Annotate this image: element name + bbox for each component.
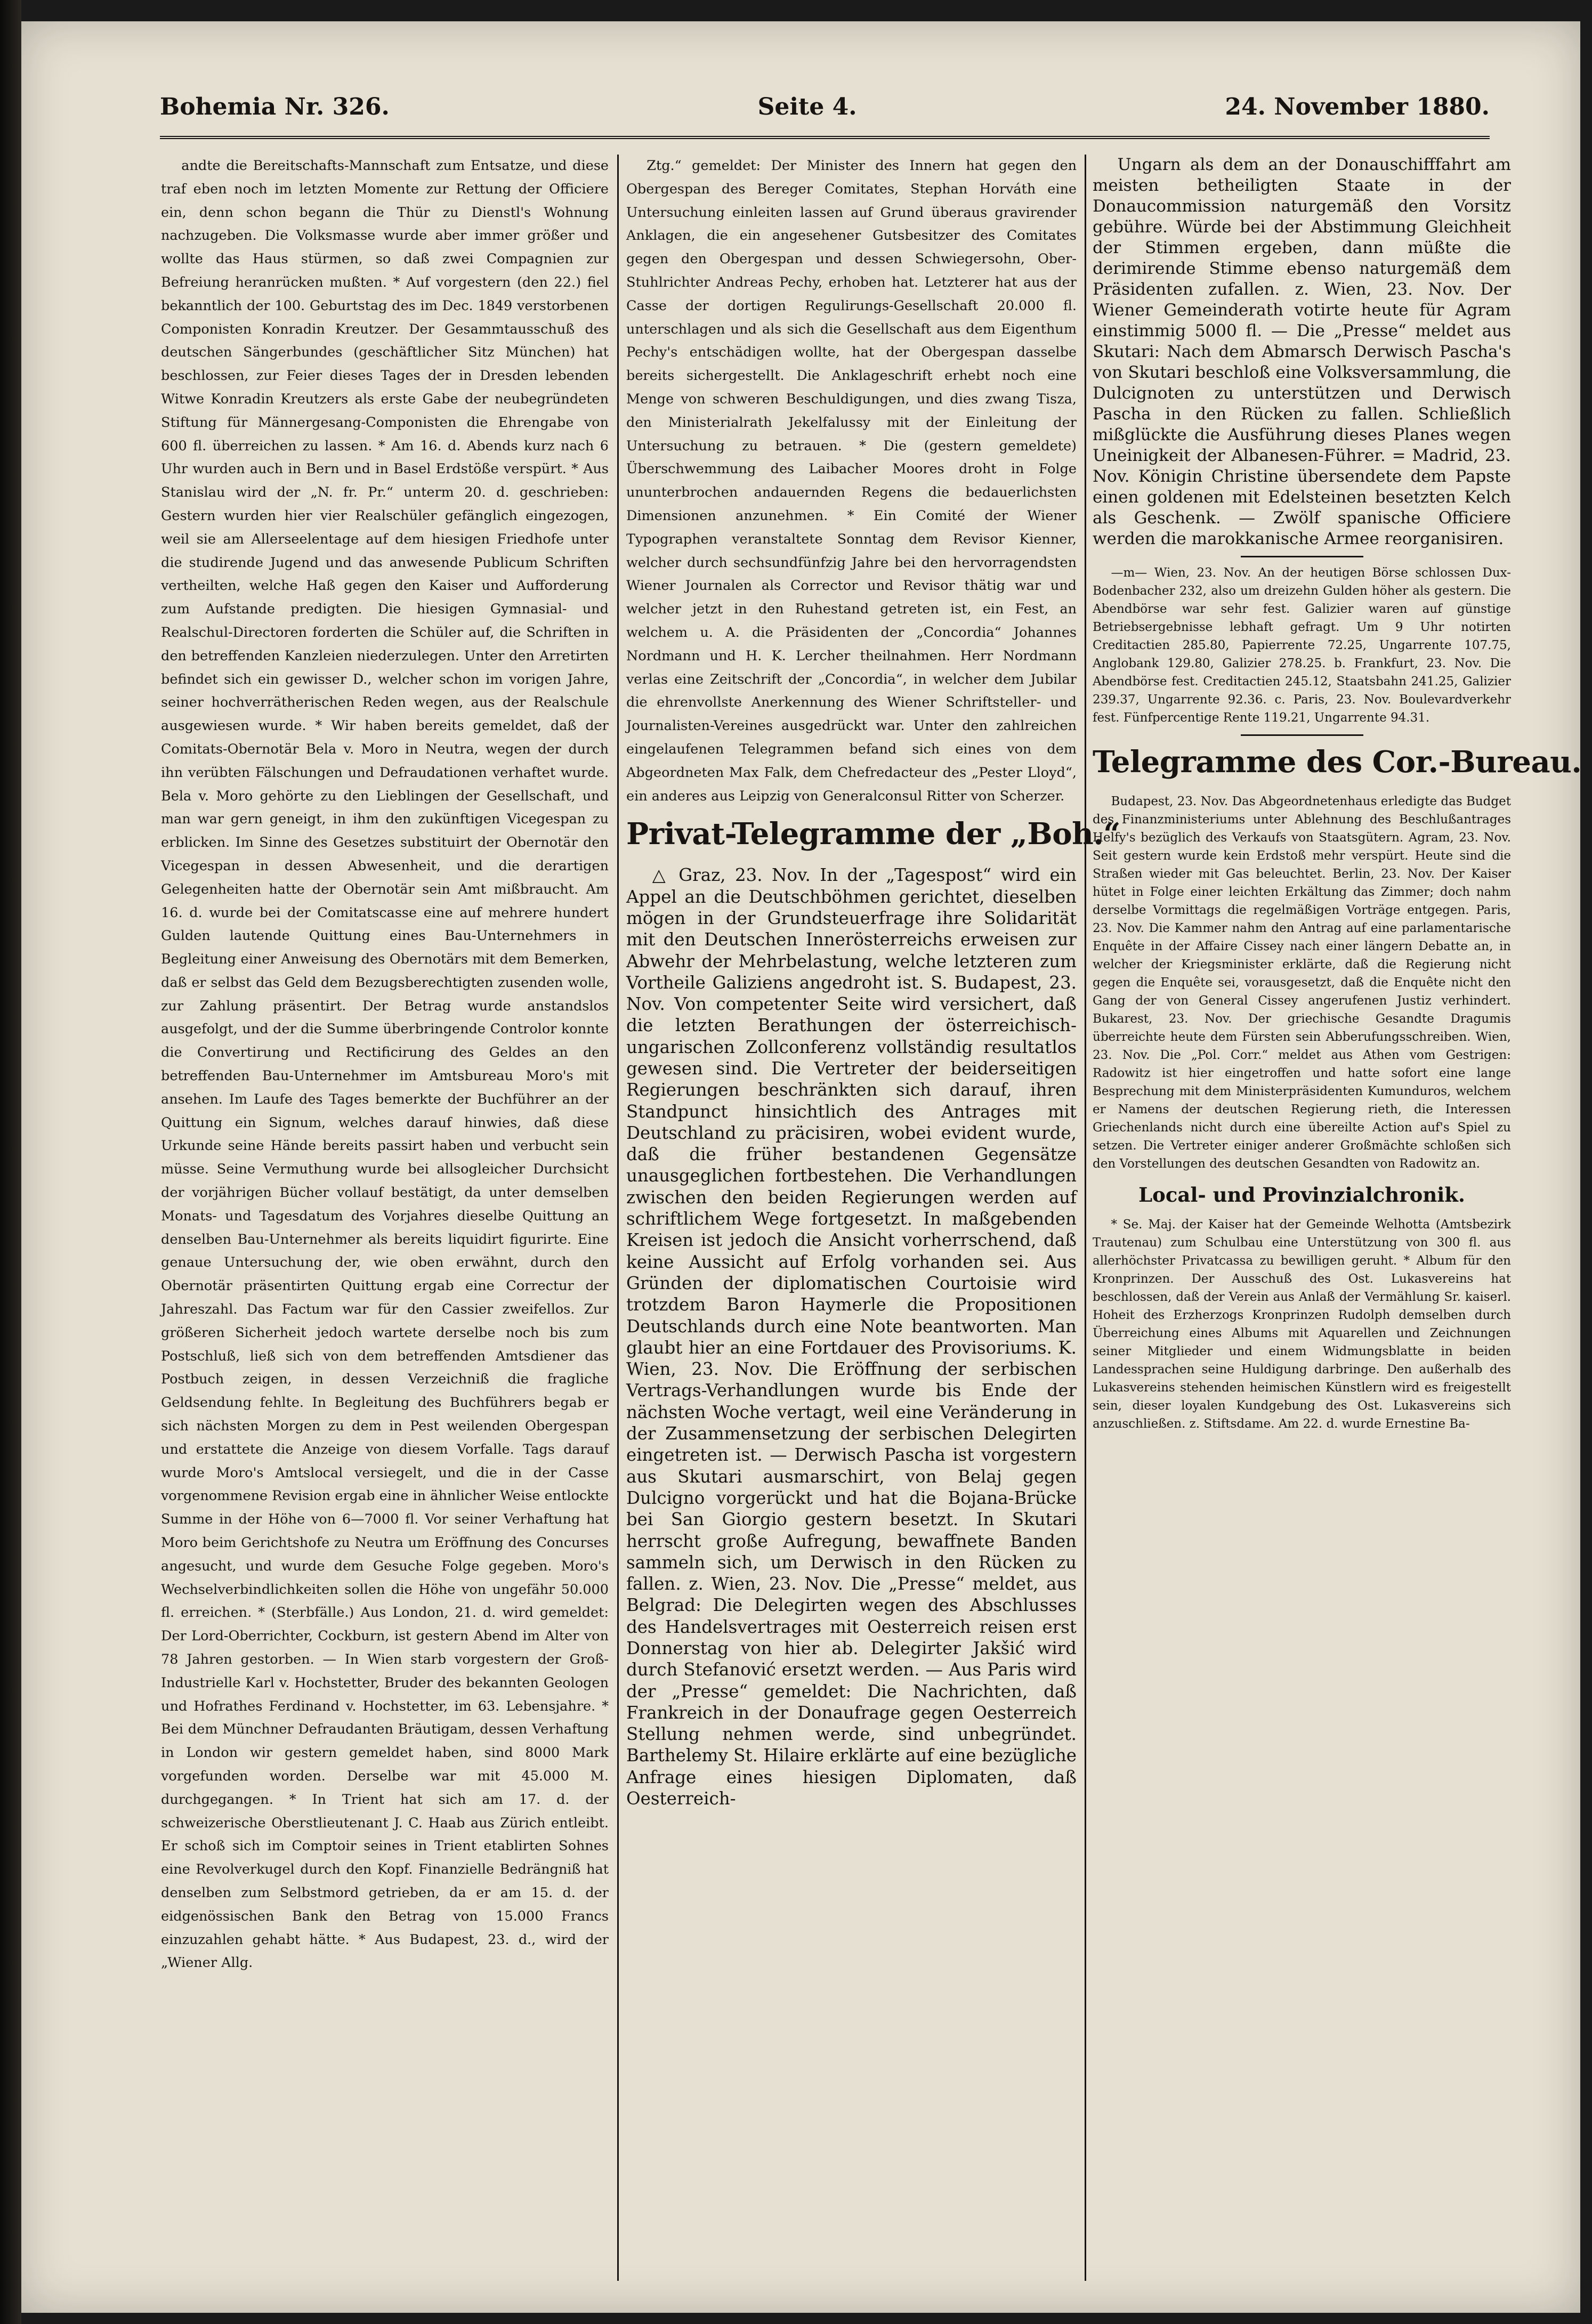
column-separator [1085,155,1086,2281]
column-2-intro: Ztg.“ gemeldet: Der Minister des Innern hat gegen den Obergespan des Bereger Comitates, Stephan Horváth eine Untersuchung einleiten lassen auf Grund überaus gravirender Anklagen, die ein angesehener Gutsbesitzer des Comitates gegen den Obergespan und dessen Schwiegersohn, Ober-Stuhlrichter Andreas Pechy, erhoben hat. Letzterer hat aus der Casse der dortigen Regulirungs-Gesellschaft 20.000 fl. unterschlagen und als sich die Gesellschaft aus dem Eigenthum Pechy's entschädigen wollte, hat der Obergespan dasselbe bereits sichergestellt. Die Anklageschrift erhebt noch eine Menge von schweren Beschuldigungen, und dies zwang Tisza, den Ministerialrath Jekelfalussy mit der Einleitung der Untersuchung zu betrauen. * Die (gestern gemeldete) Überschwemmung des Laibacher Moores droht in Folge ununterbrochen andauernden Regens die bedauerlichsten Dimensionen anzunehmen. * Ein Comité der Wiener Typographen veranstaltete Sonntag dem Revisor Kienner, welcher durch sechsundfünfzig Jahre bei den hervorragendsten Wiener Journalen als Corrector und Revisor thätig war und welcher jetzt in den Ruhestand getreten ist, ein Fest, an welchem u. A. die Präsidenten der „Concordia“ Johannes Nordmann und H. K. Lercher theilnahmen. Herr Nordmann verlas eine Zeitschrift der „Concordia“, in welcher dem Jubilar die ehrenvollste Anerkennung des Wiener Schriftsteller- und Journalisten-Vereines ausgedrückt war. Unter den zahlreichen eingelaufenen Telegrammen befand sich eines von dem Abgeordneten Max Falk, dem Chefredacteur des „Pester Lloyd“, ein anderes aus Leipzig von Generalconsul Ritter von Scherzer. [626,158,1077,804]
header-date: 24. November 1880. [1225,93,1490,120]
column-separator [617,155,619,2281]
column-1 [161,155,609,2281]
section-divider [1241,734,1363,736]
local-chronicle-text: * Se. Maj. der Kaiser hat der Gemeinde Welhotta (Amtsbezirk Trautenau) zum Schulbau eine Unterstützung von 300 fl. aus allerhöchster Privatcassa zu bewilligen geruht. * Album für den Kronprinzen. Der Ausschuß des Ost. Lukasvereins hat beschlossen, daß der Verein aus Anlaß der Vermählung Sr. kaiserl. Hoheit des Erzherzogs Kronprinzen Rudolph demselben durch Überreichung eines Albums mit Aquarellen und Zeichnungen seiner Mitglieder und einem Widmungsblatte in beiden Landessprachen seine Huldigung darbringe. Den außerhalb des Lukasvereins stehenden heimischen Künstlern wird es freigestellt sein, dieser loyalen Kundgebung des Ost. Lukasvereins sich anzuschließen. z. Stiftsdame. Am 22. d. wurde Ernestine Ba- [1093,1218,1511,1431]
column-2 [626,155,1121,2281]
header-rule [160,136,1490,139]
newspaper-page [21,21,1580,2313]
boerse-report: —m— Wien, 23. Nov. An der heutigen Börse schlossen Dux-Bodenbacher 232, also um dreizehn Gulden höher als gestern. Die Abendbörse war sehr fest. Galizier waren auf günstige Betriebsergebnisse lebhaft gefragt. Um 9 Uhr notirten Creditactien 285.80, Papierrente 72.25, Ungarrente 107.75, Anglobank 129.80, Galizier 278.25. b. Frankfurt, 23. Nov. Die Abendbörse fest. Creditactien 245.12, Staatsbahn 241.25, Galizier 239.37, Ungarrente 92.36. c. Paris, 23. Nov. Boulevardverkehr fest. Fünfpercentige Rente 119.21, Ungarrente 94.31. [1093,566,1511,725]
private-telegrams-text: △ Graz, 23. Nov. In der „Tagespost“ wird ein Appel an die Deutschböhmen gerichtet, dieselben mögen in der Grundsteuerfrage ihre Solidarität mit den Deutschen Innerösterreichs erweisen zur Abwehr der Mehrbelastung, welche letzteren zum Vortheile Galiziens angedroht ist. S. Budapest, 23. Nov. Von competenter Seite wird versichert, daß die letzten Berathungen der österreichisch-ungarischen Zollconferenz vollständig resultatlos gewesen sind. Die Vertreter der beiderseitigen Regierungen beschränkten sich darauf, ihren Standpunct hinsichtlich des Antrages mit Deutschland zu präcisiren, wobei evident wurde, daß die früher bestandenen Gegensätze unausgeglichen fortbestehen. Die Verhandlungen zwischen den beiden Regierungen werden auf schriftlichem Wege fortgesetzt. In maßgebenden Kreisen ist jedoch die Ansicht vorherrschend, daß keine Aussicht auf Erfolg vorhanden sei. Aus Gründen der diplomatischen Courtoisie wird trotzdem Baron Haymerle die Propositionen Deutschlands durch eine Note beantworten. Man glaubt hier an eine Fortdauer des Provisoriums. K. Wien, 23. Nov. Die Eröffnung der serbischen Vertrags-Verhandlungen wurde bis Ende der nächsten Woche vertagt, weil eine Veränderung in der Zusammensetzung der serbischen Delegirten eingetreten ist. — Derwisch Pascha ist vorgestern aus Skutari ausmarschirt, von Belaj gegen Dulcigno vorgerückt und hat die Bojana-Brücke bei San Giorgio gestern besetzt. In Skutari herrscht große Aufregung, bewaffnete Banden sammeln sich, um Derwisch in den Rücken zu fallen. z. Wien, 23. Nov. Die „Presse“ meldet, aus Belgrad: Die Delegirten wegen des Abschlusses des Handelsvertrages mit Oesterreich reisen erst Donnerstag von hier ab. Delegirter Jakšić wird durch Stefanović ersetzt werden. — Aus Paris wird der „Presse“ gemeldet: Die Nachrichten, daß Frankreich in der Donaufrage gegen Oesterreich Stellung nehmen werde, sind unbegründet. Barthelemy St. Hilaire erklärte auf eine bezügliche Anfrage eines hiesigen Diplomaten, daß Oesterreich- [626,865,1077,1809]
header-page-number: Seite 4. [757,93,857,120]
book-binding-edge [0,0,21,2324]
column-1-text: andte die Bereitschafts-Mannschaft zum Entsatze, und diese traf eben noch im letzten Momente zur Rettung der Officiere ein, denn schon begann die Thür zu Dienstl's Wohnung nachzugeben. Die Volksmasse wurde aber immer größer und wollte das Haus stürmen, so daß zwei Compagnien zur Befreiung heranrücken mußten. * Auf vorgestern (den 22.) fiel bekanntlich der 100. Geburtstag des im Dec. 1849 verstorbenen Componisten Konradin Kreutzer. Der Gesammtausschuß des deutschen Sängerbundes (geschäftlicher Sitz München) hat beschlossen, zur Feier dieses Tages der in Dresden lebenden Witwe Konradin Kreutzers als erste Gabe der neubegründeten Stiftung für Männergesang-Componisten die Ehrengabe von 600 fl. überreichen zu lassen. * Am 16. d. Abends kurz nach 6 Uhr wurden auch in Bern und in Basel Erdstöße verspürt. * Aus Stanislau wird der „N. fr. Pr.“ unterm 20. d. geschrieben: Gestern wurden hier vier Realschüler gefänglich eingezogen, weil sie am Allerseelentage auf dem hiesigen Friedhofe unter die studirende Jugend und das anwesende Publicum Schriften vertheilten, welche Haß gegen den Kaiser und Aufforderung zum Aufstande predigten. Die hiesigen Gymnasial- und Realschul-Directoren forderten die Schüler auf, die Schriften in den betreffenden Kanzleien niederzulegen. Unter den Arretirten befindet sich ein gewisser D., welcher schon im vorigen Jahre, seiner hochverrätherischen Reden wegen, aus der Realschule ausgewiesen wurde. * Wir haben bereits gemeldet, daß der Comitats-Obernotär Bela v. Moro in Neutra, wegen der durch ihn verübten Fälschungen und Defraudationen verhaftet wurde. Bela v. Moro gehörte zu den Lieblingen der Gesellschaft, und man war gern geneigt, in ihm den zukünftigen Vicegespan zu erblicken. Im Sinne des Gesetzes substituirt der Obernotär den Vicegespan in dessen Abwesenheit, und die derartigen Gelegenheiten hatte der Obernotär sein Amt mißbraucht. Am 16. d. wurde bei der Comitatscasse eine auf mehrere hundert Gulden lautende Quittung eines Bau-Unternehmers in Begleitung einer Anweisung des Obernotärs mit dem Bemerken, daß er selbst das Geld dem Bezugsberechtigten zusenden wolle, zur Zahlung präsentirt. Der Betrag wurde anstandslos ausgefolgt, und der die Summe überbringende Controlor konnte die Convertirung und Rectificirung des Geldes an den betreffenden Bau-Unternehmer im Amtsbureau Moro's mit ansehen. Im Laufe des Tages bemerkte der Buchführer an der Quittung ein Signum, welches darauf hinwies, daß diese Urkunde seine Hände bereits passirt haben und verbucht sein müsse. Seine Vermuthung wurde bei allsogleicher Durchsicht der vorjährigen Bücher vollauf bestätigt, da unter demselben Monats- und Tagesdatum des Vorjahres dieselbe Quittung an denselben Bau-Unternehmer als bereits liquidirt figurirte. Eine genaue Untersuchung der, wie oben erwähnt, durch den Obernotär präsentirten Quittung ergab eine Correctur der Jahreszahl. Das Factum war für den Cassier zweifellos. Zur größeren Sicherheit jedoch wartete derselbe noch bis zum Postschluß, ließ sich von dem betreffenden Amtsdiener das Postbuch zeigen, in dessen Verzeichniß die fragliche Geldsendung fehlte. In Begleitung des Buchführers begab er sich nächsten Morgen zu dem in Pest weilenden Obergespan und erstattete die Anzeige von diesem Vorfalle. Tags darauf wurde Moro's Amtslocal versiegelt, und die in der Casse vorgenommene Revision ergab eine in ähnlicher Weise entlockte Summe in der Höhe von 6—7000 fl. Vor seiner Verhaftung hat Moro beim Gerichtshofe zu Neutra um Eröffnung des Concurses angesucht, und wurde dem Gesuche Folge gegeben. Moro's Wechselverbindlichkeiten sollen die Höhe von ungefähr 50.000 fl. erreichen. * (Sterbfälle.) Aus London, 21. d. wird gemeldet: Der Lord-Oberrichter, Cockburn, ist gestern Abend im Alter von 78 Jahren gestorben. — In Wien starb vorgestern der Groß-Industrielle Karl v. Hochstetter, Bruder des bekannten Geologen und Hofrathes Ferdinand v. Hochstetter, im 63. Lebensjahre. * Bei dem Münchner Defraudanten Bräutigam, dessen Verhaftung in London wir gestern gemeldet haben, sind 8000 Mark vorgefunden worden. Derselbe war mit 45.000 M. durchgegangen. * In Trient hat sich am 17. d. der schweizerische Oberstlieutenant J. C. Haab aus Zürich entleibt. Er schoß sich im Comptoir seines in Trient etablirten Sohnes eine Revolverkugel durch den Kopf. Finanzielle Bedrängniß hat denselben zum Selbstmord getrieben, da er am 15. d. der eidgenössischen Bank den Betrag von 15.000 Francs einzuzahlen gehabt hätte. * Aus Budapest, 23. d., wird der „Wiener Allg. [161,158,609,1971]
section-divider [1241,556,1363,557]
private-telegrams-heading: Privat-Telegramme der „Boh.“ [626,816,1121,852]
page-header [160,85,1490,128]
cor-bureau-text: Budapest, 23. Nov. Das Abgeordnetenhaus erledigte das Budget des Finanzministeriums unter Ablehnung des Beschlußantrages Helfy's bezüglich des Verkaufs von Staatsgütern. Agram, 23. Nov. Seit gestern wurde kein Erdstoß mehr verspürt. Heute sind die Straßen wieder mit Gas beleuchtet. Berlin, 23. Nov. Der Kaiser hütet in Folge einer leichten Erkältung das Zimmer; doch nahm derselbe Vormittags die regelmäßigen Vorträge entgegen. Paris, 23. Nov. Die Kammer nahm den Antrag auf eine parlamentarische Enquête in der Affaire Cissey nach einer längern Debatte an, in welcher der Kriegsminister erklärte, daß die Regierung nicht gegen die Enquête sei, vorausgesetzt, daß die Enquête nicht den Gang der von General Cissey angerufenen Justiz verhindert. Bukarest, 23. Nov. Der griechische Gesandte Dragumis überreichte heute dem Fürsten sein Abberufungsschreiben. Wien, 23. Nov. Die „Pol. Corr.“ meldet aus Athen vom Gestrigen: Radowitz ist hier eingetroffen und hatte sofort eine lange Besprechung mit dem Ministerpräsidenten Kumunduros, welchem er Namens der deutschen Regierung rieth, die Interessen Griechenlands nicht durch eine übereilte Action auf's Spiel zu setzen. Die Vertreter einiger anderer Großmächte schloßen sich den Vorstellungen des deutschen Gesandten von Radowitz an. [1093,795,1511,1171]
header-issue: Bohemia Nr. 326. [160,93,390,120]
cor-bureau-heading: Telegramme des Cor.-Bureau. [1093,744,1582,780]
column-3 [1093,155,1582,2281]
private-telegrams-continued: Ungarn als dem an der Donauschifffahrt am meisten betheiligten Staate in der Donaucommission naturgemäß den Vorsitz gebühre. Würde bei der Abstimmung Gleichheit der Stimmen ergeben, dann müßte die derimirende Stimme ebenso naturgemäß dem Präsidenten zufallen. z. Wien, 23. Nov. Der Wiener Gemeinderath votirte heute für Agram einstimmig 5000 fl. — Die „Presse“ meldet aus Skutari: Nach dem Abmarsch Derwisch Pascha's von Skutari beschloß eine Volksversammlung, die Dulcignoten zu unterstützen und Derwisch Pascha in den Rücken zu fallen. Schließlich mißglückte die Ausführung dieses Planes wegen Uneinigkeit der Albanesen-Führer. = Madrid, 23. Nov. Königin Christine übersendete dem Papste einen goldenen mit Edelsteinen besetzten Kelch als Geschenk. — Zwölf spanische Officiere werden die marokkanische Armee reorganisiren. [1093,155,1511,548]
local-chronicle-heading: Local- und Provinzialchronik. [1138,1183,1465,1206]
